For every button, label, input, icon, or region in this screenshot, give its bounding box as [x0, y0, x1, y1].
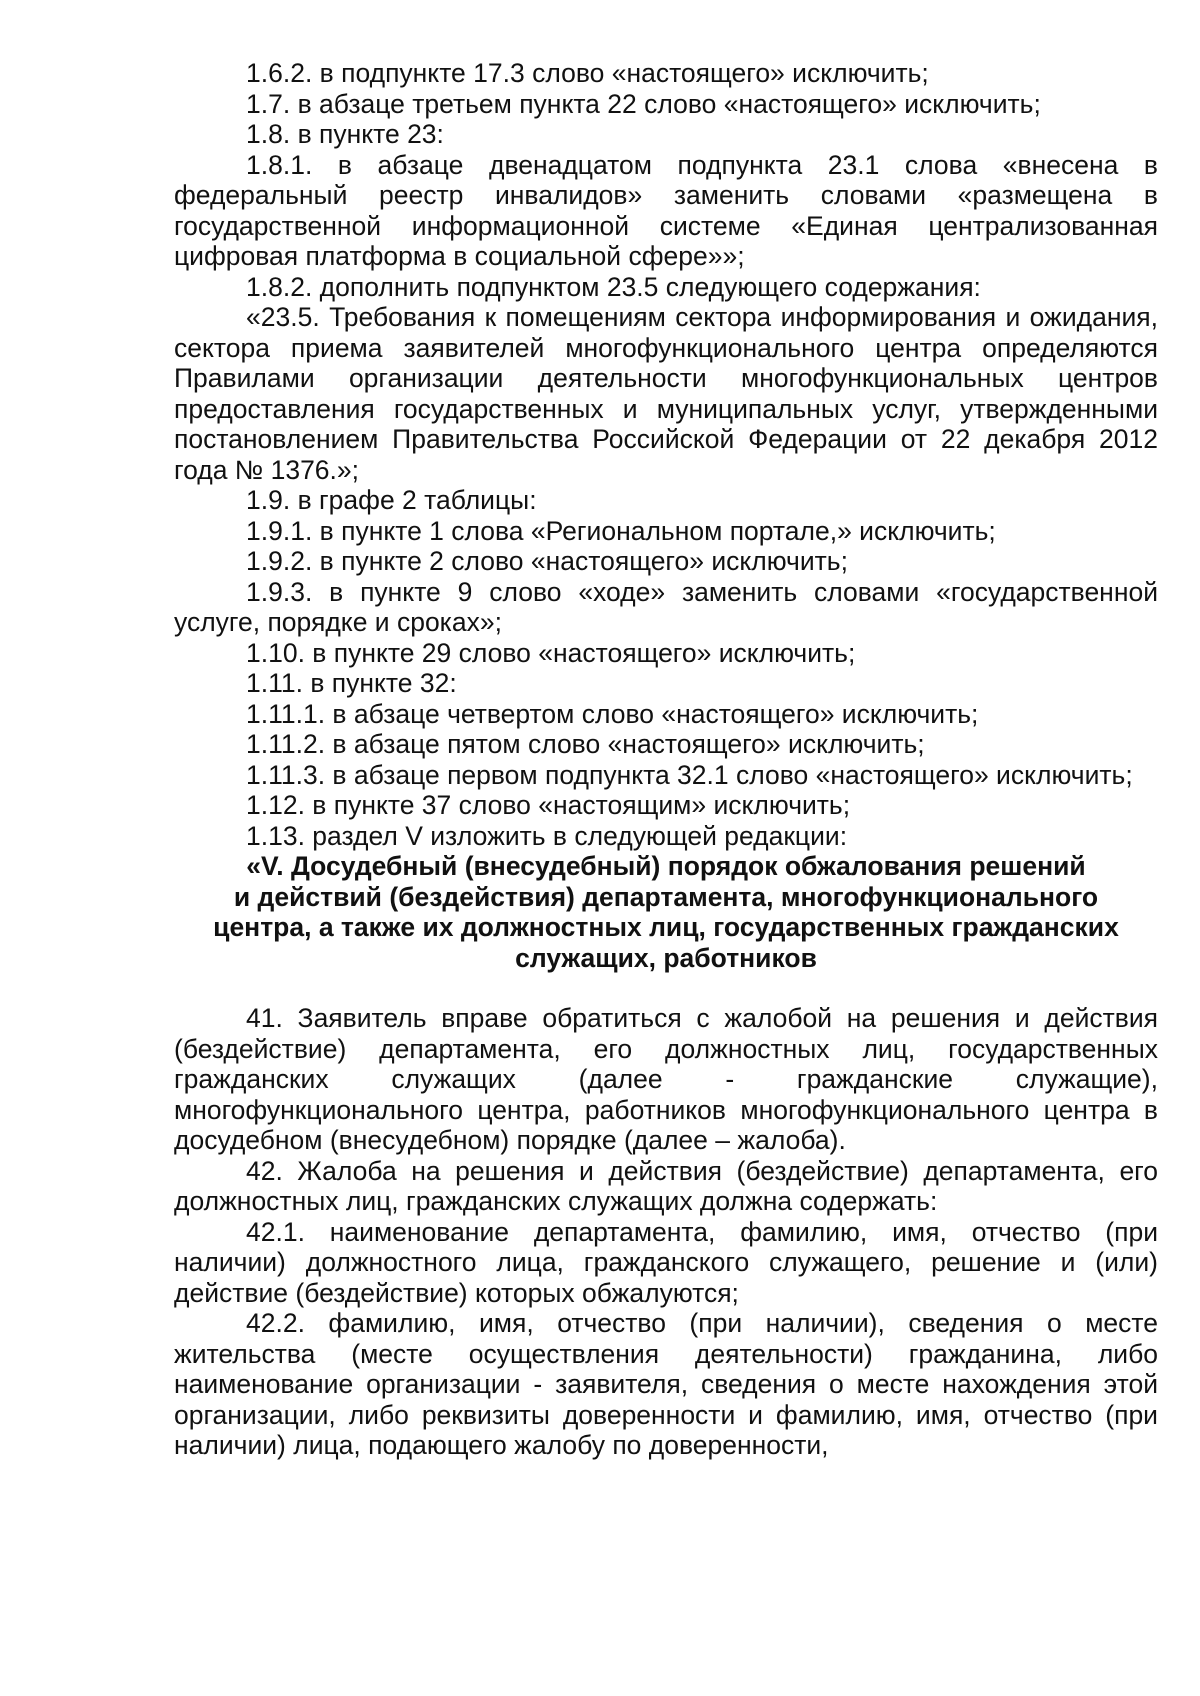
paragraph-1-10: 1.10. в пункте 29 слово «настоящего» исключить;: [246, 637, 856, 668]
section-heading-line-3: центра, а также их должностных лиц, государственных гражданских: [213, 912, 1119, 942]
section-heading-line-1: «V. Досудебный (внесудебный) порядок обжалования решений: [246, 851, 1086, 881]
paragraph-1-9-2: 1.9.2. в пункте 2 слово «настоящего» исключить;: [246, 546, 848, 576]
paragraph-1-9-1: 1.9.1. в пункте 1 слова «Региональном портале,» исключить;: [246, 515, 996, 546]
paragraph-1-8-2: 1.8.2. дополнить подпунктом 23.5 следующего содержания:: [246, 271, 981, 302]
blank-line: [174, 973, 1158, 1003]
paragraph-42: 42. Жалоба на решения и действия (бездействие) департамента, его должностных лиц, гражданских служащих должна содержать:: [174, 1155, 1158, 1216]
section-heading: [174, 851, 1158, 973]
paragraph-1-13: 1.13. раздел V изложить в следующей редакции:: [246, 820, 848, 851]
section-heading-line-2: и действий (бездействия) департамента, многофункционального: [233, 881, 1099, 912]
paragraph-41: 41. Заявитель вправе обратиться с жалобой на решения и действия (бездействие) департамента, его должностных лиц, государственных гражданских служащих (далее - гражданские служащие), многофункционального центра, работников многофункционального центра в досудебном (внесудебном) порядке (далее – жалоба).: [174, 1003, 1158, 1155]
paragraph-1-8-1: 1.8.1. в абзаце двенадцатом подпункта 23.1 слова «внесена в федеральный реестр инвалидов» заменить словами «размещена в государственной информационной системе «Единая централизованная цифровая платформа в социальной сфере»»;: [174, 149, 1158, 271]
paragraph-1-11-1: 1.11.1. в абзаце четвертом слово «настоящего» исключить;: [246, 698, 979, 729]
paragraph-1-9: 1.9. в графе 2 таблицы:: [246, 485, 537, 515]
paragraph-1-6-2: 1.6.2. в подпункте 17.3 слово «настоящего» исключить;: [246, 58, 929, 88]
section-heading-line-4: служащих, работников: [515, 942, 817, 973]
paragraph-1-11: 1.11. в пункте 32:: [246, 668, 457, 698]
paragraph-1-9-3: 1.9.3. в пункте 9 слово «ходе» заменить словами «государственной услуге, порядке и сроках»;: [174, 576, 1158, 637]
paragraph-1-11-2: 1.11.2. в абзаце пятом слово «настоящего» исключить;: [246, 729, 925, 759]
paragraph-1-7: 1.7. в абзаце третьем пункта 22 слово «настоящего» исключить;: [246, 88, 1041, 119]
paragraph-42-2: 42.2. фамилию, имя, отчество (при наличии), сведения о месте жительства (месте осуществления деятельности) гражданина, либо наименование организации - заявителя, сведения о месте нахождения этой организации, либо реквизиты доверенности и фамилию, имя, отчество (при наличии) лица, подающего жалобу по доверенности,: [174, 1308, 1158, 1460]
document-page: [174, 58, 1158, 1461]
paragraph-1-8: 1.8. в пункте 23:: [246, 119, 444, 149]
paragraph-1-11-3: 1.11.3. в абзаце первом подпункта 32.1 слово «настоящего» исключить;: [246, 759, 1133, 790]
paragraph-1-12: 1.12. в пункте 37 слово «настоящим» исключить;: [246, 790, 851, 820]
paragraph-42-1: 42.1. наименование департамента, фамилию, имя, отчество (при наличии) должностного лица, гражданского служащего, решение и (или) действие (бездействие) которых обжалуются;: [174, 1216, 1158, 1308]
paragraph-23-5: «23.5. Требования к помещениям сектора информирования и ожидания, сектора приема заявителей многофункционального центра определяются Правилами организации деятельности многофункциональных центров предоставления государственных и муниципальных услуг, утвержденными постановлением Правительства Российской Федерации от 22 декабря 2012 года № 1376.»;: [174, 302, 1158, 485]
